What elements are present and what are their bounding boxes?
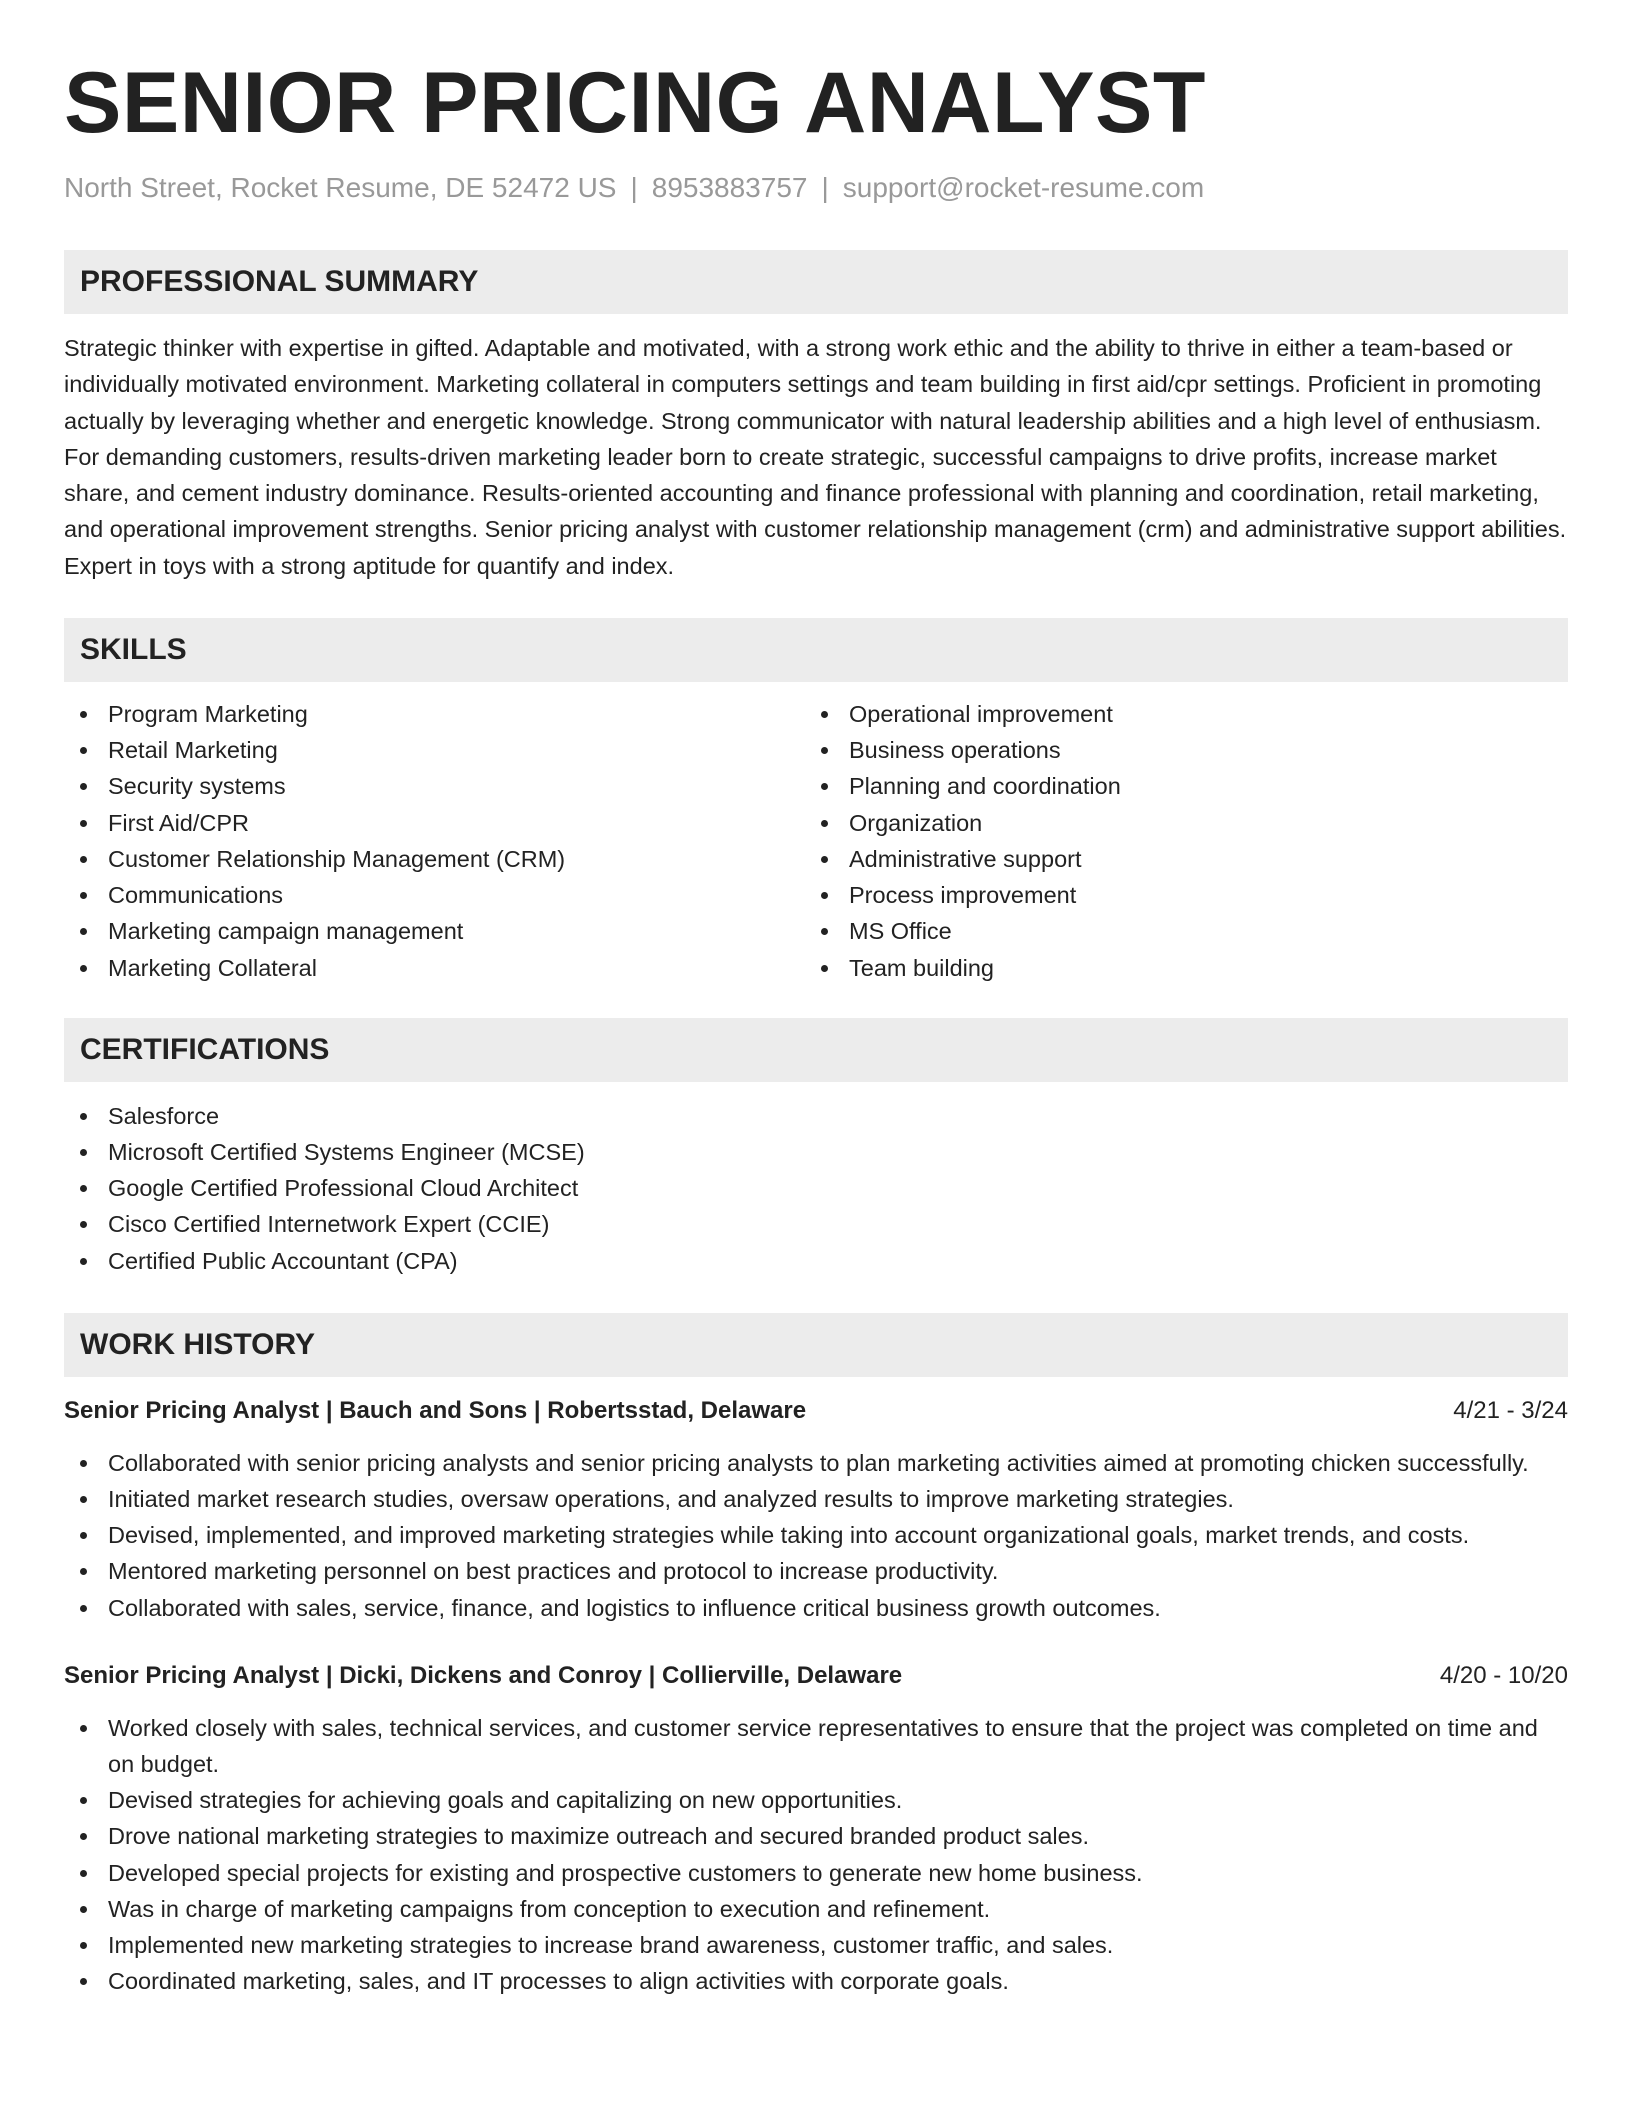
skill-item: Communications bbox=[64, 877, 805, 913]
job-bullet: Collaborated with sales, service, finance, and logistics to influence critical business growth outcomes. bbox=[64, 1590, 1568, 1626]
work-history-section-title: WORK HISTORY bbox=[64, 1313, 1568, 1377]
certification-item: Certified Public Accountant (CPA) bbox=[64, 1243, 1568, 1279]
job-bullet: Initiated market research studies, oversaw operations, and analyzed results to improve marketing strategies. bbox=[64, 1481, 1568, 1517]
certifications-list bbox=[64, 1098, 1568, 1279]
skill-item: Marketing Collateral bbox=[64, 950, 805, 986]
work-history-section bbox=[64, 1313, 1568, 2000]
skill-item: Operational improvement bbox=[805, 696, 1568, 732]
contact-phone: 8953883757 bbox=[651, 172, 808, 203]
skills-section-title: SKILLS bbox=[64, 618, 1568, 682]
job-heading-row bbox=[64, 1393, 1568, 1429]
skill-item: Marketing campaign management bbox=[64, 913, 805, 949]
skill-item: Process improvement bbox=[805, 877, 1568, 913]
skills-section bbox=[64, 618, 1568, 986]
job-bullet: Devised, implemented, and improved marketing strategies while taking into account organizational goals, market trends, and costs. bbox=[64, 1517, 1568, 1553]
certification-item: Cisco Certified Internetwork Expert (CCIE) bbox=[64, 1206, 1568, 1242]
skill-item: Program Marketing bbox=[64, 696, 805, 732]
skill-item: Administrative support bbox=[805, 841, 1568, 877]
summary-section-title: PROFESSIONAL SUMMARY bbox=[64, 250, 1568, 314]
job-dates: 4/21 - 3/24 bbox=[1453, 1396, 1568, 1424]
job-heading-row bbox=[64, 1658, 1568, 1694]
certification-item: Google Certified Professional Cloud Architect bbox=[64, 1170, 1568, 1206]
contact-separator: | bbox=[821, 172, 829, 203]
contact-address: North Street, Rocket Resume, DE 52472 US bbox=[64, 172, 617, 203]
job-bullet: Was in charge of marketing campaigns from conception to execution and refinement. bbox=[64, 1891, 1568, 1927]
skill-item: Team building bbox=[805, 950, 1568, 986]
certification-item: Salesforce bbox=[64, 1098, 1568, 1134]
job-bullet-list bbox=[64, 1710, 1568, 2000]
skills-list-right bbox=[805, 696, 1568, 986]
contact-line bbox=[64, 168, 1568, 208]
job-bullet: Collaborated with senior pricing analysts and senior pricing analysts to plan marketing activities aimed at promoting chicken successfully. bbox=[64, 1445, 1568, 1481]
skill-item: Business operations bbox=[805, 732, 1568, 768]
skill-item: MS Office bbox=[805, 913, 1568, 949]
job-bullet: Worked closely with sales, technical services, and customer service representatives to ensure that the project was completed on time and on budget. bbox=[64, 1710, 1568, 1782]
job-entry bbox=[64, 1658, 1568, 2000]
candidate-name: SENIOR PRICING ANALYST bbox=[64, 55, 1206, 151]
skill-item: First Aid/CPR bbox=[64, 805, 805, 841]
job-bullet: Developed special projects for existing and prospective customers to generate new home business. bbox=[64, 1855, 1568, 1891]
contact-email: support@rocket-resume.com bbox=[842, 172, 1205, 203]
summary-text: Strategic thinker with expertise in gifted. Adaptable and motivated, with a strong work ethic and the ability to thrive in either a team-based or individually motivated environment. Marketing collateral in computers settings and team building in first aid/cpr settings. Proficient in promoting actually by leveraging whether and energetic knowledge. Strong communicator with natural leadership abilities and a high level of enthusiasm. For demanding customers, results-driven marketing leader born to create strategic, successful campaigns to drive profits, increase market share, and cement industry dominance. Results-oriented accounting and finance professional with planning and coordination, retail marketing, and operational improvement strengths. Senior pricing analyst with customer relationship management (crm) and administrative support abilities. Expert in toys with a strong aptitude for quantify and index. bbox=[64, 335, 1567, 579]
skill-item: Retail Marketing bbox=[64, 732, 805, 768]
job-title: Senior Pricing Analyst | Dicki, Dickens and Conroy | Collierville, Delaware bbox=[64, 1661, 903, 1689]
skill-item: Customer Relationship Management (CRM) bbox=[64, 841, 805, 877]
skill-item: Organization bbox=[805, 805, 1568, 841]
job-bullet-list bbox=[64, 1445, 1568, 1626]
contact-separator: | bbox=[630, 172, 638, 203]
job-entry bbox=[64, 1393, 1568, 1626]
job-bullet: Implemented new marketing strategies to increase brand awareness, customer traffic, and sales. bbox=[64, 1927, 1568, 1963]
jobs-container bbox=[64, 1393, 1568, 2000]
skill-item: Security systems bbox=[64, 768, 805, 804]
job-bullet: Devised strategies for achieving goals and capitalizing on new opportunities. bbox=[64, 1782, 1568, 1818]
job-title: Senior Pricing Analyst | Bauch and Sons | Robertsstad, Delaware bbox=[64, 1396, 807, 1424]
job-bullet: Coordinated marketing, sales, and IT processes to align activities with corporate goals. bbox=[64, 1963, 1568, 1999]
skills-grid bbox=[64, 696, 1568, 986]
job-bullet: Mentored marketing personnel on best practices and protocol to increase productivity. bbox=[64, 1553, 1568, 1589]
job-dates: 4/20 - 10/20 bbox=[1439, 1661, 1568, 1689]
certification-item: Microsoft Certified Systems Engineer (MCSE) bbox=[64, 1134, 1568, 1170]
skill-item: Planning and coordination bbox=[805, 768, 1568, 804]
certifications-section bbox=[64, 1018, 1568, 1279]
certifications-section-title: CERTIFICATIONS bbox=[64, 1018, 1568, 1082]
job-bullet: Drove national marketing strategies to maximize outreach and secured branded product sales. bbox=[64, 1818, 1568, 1854]
skills-list-left bbox=[64, 696, 805, 986]
summary-section bbox=[64, 250, 1568, 584]
